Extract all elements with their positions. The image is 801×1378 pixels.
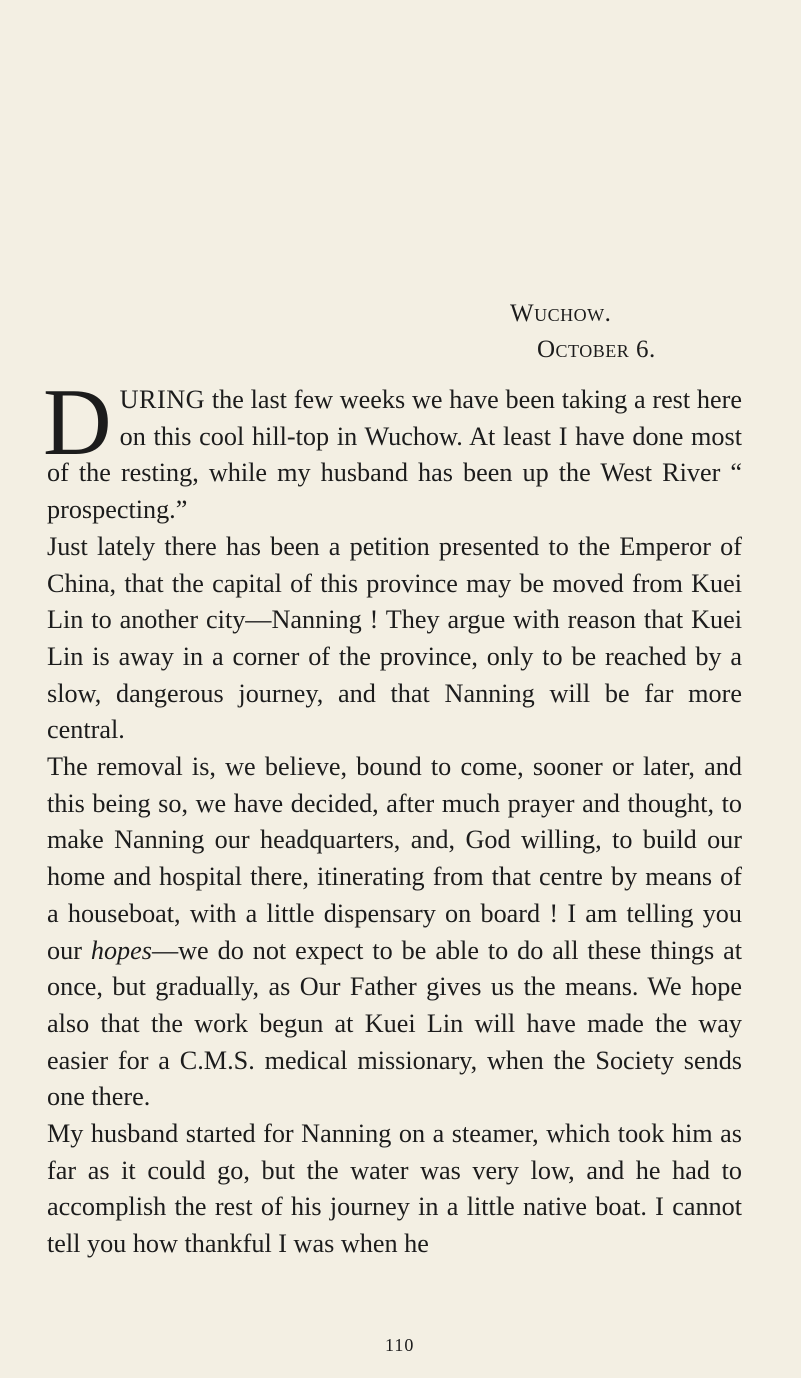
dateline xyxy=(510,296,656,368)
paragraph-2: Just lately there has been a petition presented to the Emperor of China, that the capital of this province may be moved from Kuei Lin to another city—Nanning ! They argue with reason that Kuei Lin is away in a corner of the province, only to be reached by a slow, dangerous journey, and that Nanning will be far more central. xyxy=(47,531,742,745)
emphasis-hopes: hopes xyxy=(90,935,152,965)
drop-cap: D xyxy=(43,369,112,475)
dateline-date: October 6. xyxy=(537,336,656,363)
page-number: 110 xyxy=(385,1335,415,1355)
paragraph-3 xyxy=(47,749,742,1116)
letter-body xyxy=(43,369,742,1263)
paragraph-1 xyxy=(43,369,742,529)
paragraph-3-text-b: —we do not expect to be able to do all these things at once, but gradually, as Our Father gives us the means. We hope also that the work begun at Kuei Lin will have made the way easier for a C.M.S. medical missionary, when the Society sends one there. xyxy=(47,935,742,1112)
dateline-place: Wuchow. xyxy=(510,300,612,327)
opening-caps: URING xyxy=(119,385,206,414)
paragraph-4: My husband started for Nanning on a steamer, which took him as far as it could go, but the water was very low, and he had to accomplish the rest of his journey in a little native boat. I cannot tell you how thankful I was when he xyxy=(47,1119,742,1259)
paragraph-3-text-a: The removal is, we believe, bound to come, sooner or later, and this being so, we have decided, after much prayer and thought, to make Nanning our headquarters, and, God willing, to build our home and hospital there, itinerating from that centre by means of a houseboat, with a little dispensary on board ! I am telling you our xyxy=(47,752,742,965)
paragraph-1-text: the last few weeks we have been taking a rest here on this cool hill-top in Wuchow. At least I have done most of the resting, while my husband has been up the West River “ prospecting.” xyxy=(47,385,742,525)
